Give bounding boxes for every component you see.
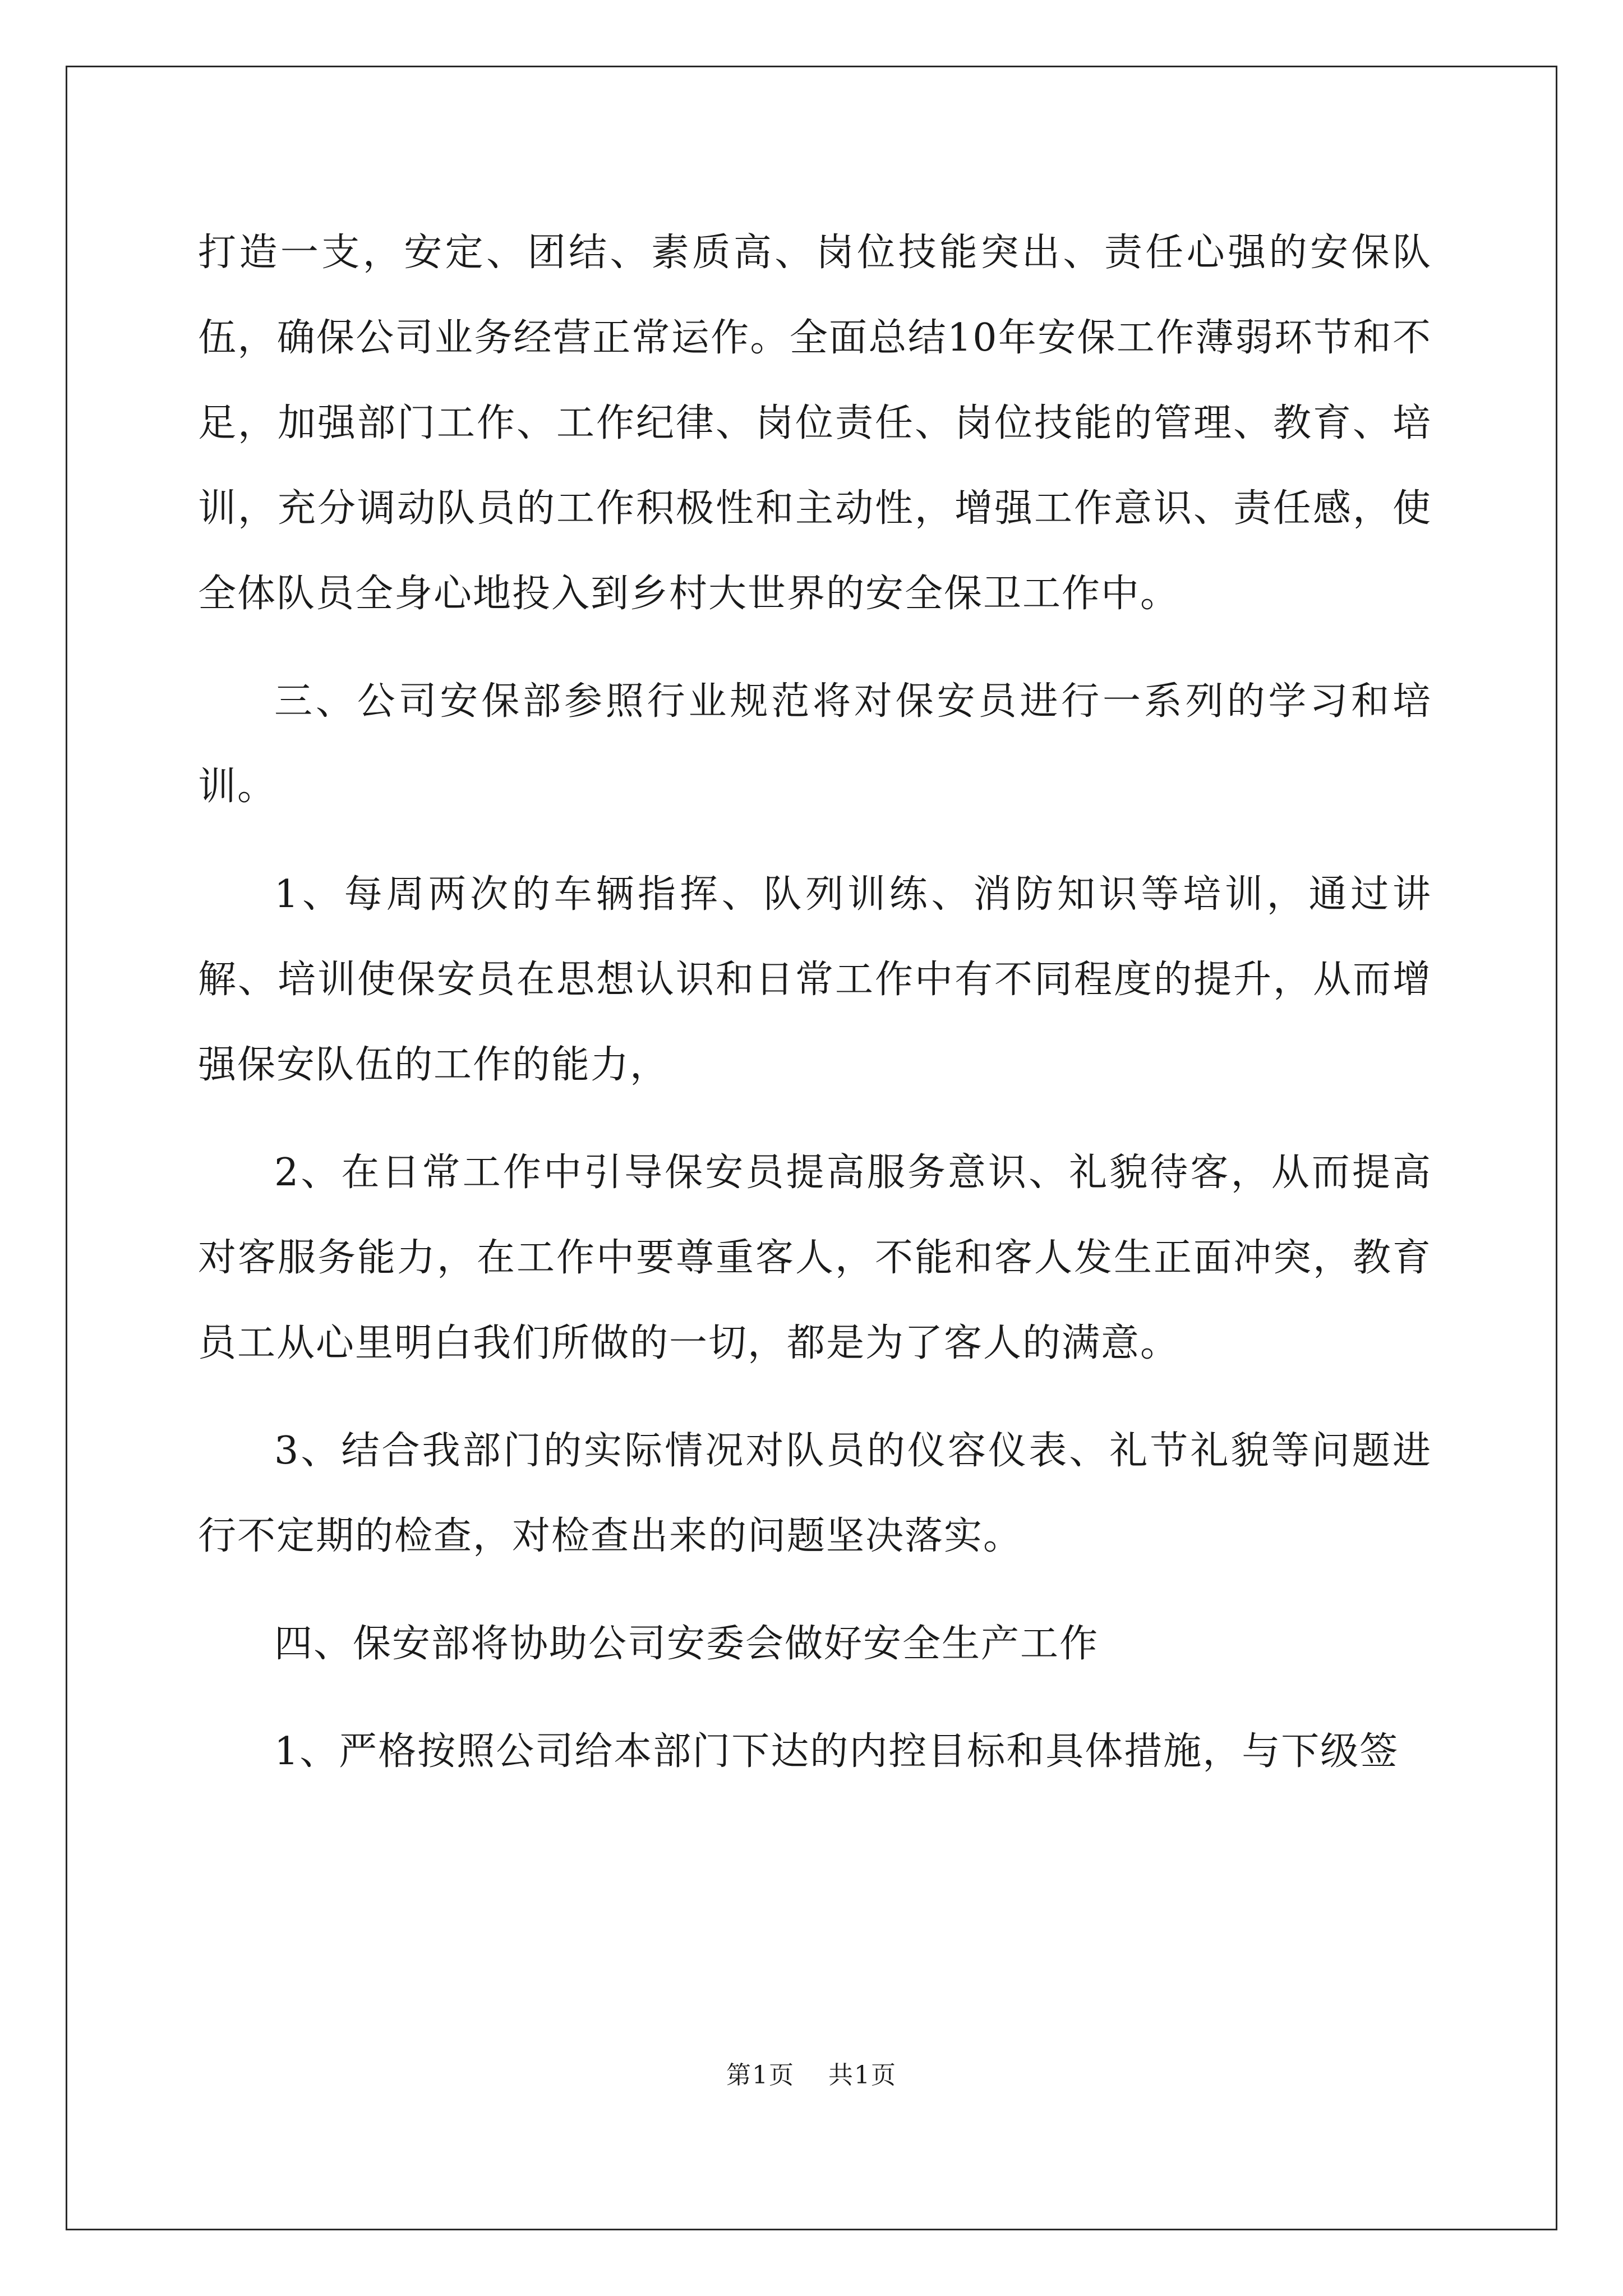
paragraph-2: 三、公司安保部参照行业规范将对保安员进行一系列的学习和培训。: [198, 679, 1432, 809]
page-total: 共1页: [828, 2061, 897, 2090]
page-footer: [0, 2059, 1623, 2092]
paragraph-4: 2、在日常工作中引导保安员提高服务意识、礼貌待客，从而提高对客服务能力，在工作中要尊重客人，不能和客人发生正面冲突，教育员工从心里明白我们所做的一切，都是为了客人的满意。: [198, 1151, 1432, 1365]
paragraph-5: 3、结合我部门的实际情况对队员的仪容仪表、礼节礼貌等问题进行不定期的检查，对检查出来的问题坚决落实。: [198, 1429, 1432, 1558]
paragraph-1: 打造一支，安定、团结、素质高、岗位技能突出、责任心强的安保队伍，确保公司业务经营正常运作。全面总结10年安保工作薄弱环节和不足，加强部门工作、工作纪律、岗位责任、岗位技能的管理、教育、培训，充分调动队员的工作积极性和主动性，增强工作意识、责任感，使全体队员全身心地投入到乡村大世界的安全保卫工作中。: [198, 231, 1432, 616]
paragraph-7: 1、严格按照公司给本部门下达的内控目标和具体措施，与下级签: [274, 1729, 1399, 1774]
paragraph-3: 1、每周两次的车辆指挥、队列训练、消防知识等培训，通过讲解、培训使保安员在思想认识和日常工作中有不同程度的提升，从而增强保安队伍的工作的能力，: [198, 872, 1432, 1087]
page-number: 第1页: [726, 2061, 795, 2090]
paragraph-6: 四、保安部将协助公司安委会做好安全生产工作: [274, 1622, 1099, 1666]
document-body: [198, 210, 1432, 1817]
